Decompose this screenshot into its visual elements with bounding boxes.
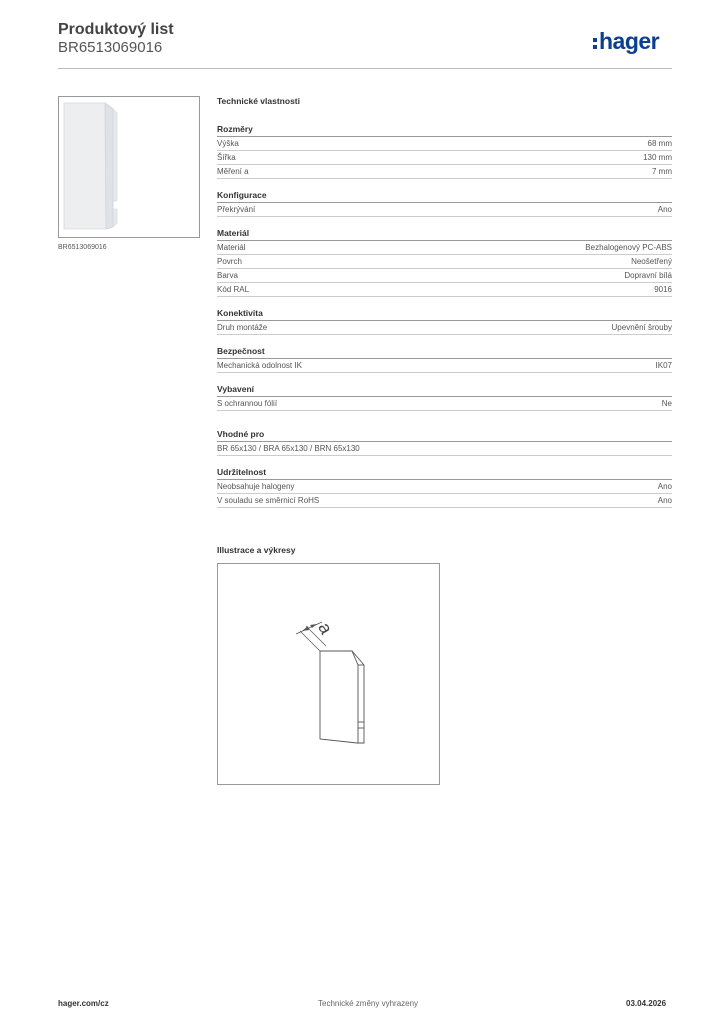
spec-value: Upevnění šrouby — [611, 323, 672, 332]
spec-label: Kód RAL — [217, 285, 250, 294]
spec-value: 9016 — [654, 285, 672, 294]
spec-row — [217, 359, 672, 373]
spec-row — [217, 255, 672, 269]
spec-group-heading: Rozměry — [217, 124, 672, 137]
product-image — [58, 96, 200, 238]
spec-label: Druh montáže — [217, 323, 268, 332]
spec-group-sustainability — [217, 467, 672, 508]
spec-row — [217, 283, 672, 297]
spec-value: Bezhalogenový PC-ABS — [585, 243, 672, 252]
spec-group-connectivity — [217, 308, 672, 335]
spec-group-heading: Udržitelnost — [217, 467, 672, 480]
spec-group-material — [217, 228, 672, 297]
spec-group-heading: Materiál — [217, 228, 672, 241]
hager-logo — [593, 28, 659, 55]
spec-label: Povrch — [217, 257, 242, 266]
technical-specs — [217, 96, 672, 519]
spec-label: Materiál — [217, 243, 246, 252]
end-cap-product-icon — [59, 97, 199, 237]
spec-label: Překrývání — [217, 205, 256, 214]
document-title: Produktový list — [58, 21, 174, 38]
spec-group-equipment — [217, 384, 672, 411]
end-cap-drawing-icon — [218, 564, 439, 784]
spec-row — [217, 480, 672, 494]
spec-group-heading: Vhodné pro — [217, 429, 672, 442]
spec-group-heading: Konfigurace — [217, 190, 672, 203]
dimension-label-a: a — [314, 619, 337, 638]
spec-row — [217, 241, 672, 255]
product-code: BR6513069016 — [58, 39, 163, 56]
spec-row — [217, 321, 672, 335]
spec-group-configuration — [217, 190, 672, 217]
spec-value: Ano — [657, 482, 672, 491]
spec-label: BR 65x130 / BRA 65x130 / BRN 65x130 — [217, 444, 360, 453]
spec-group-dimensions — [217, 124, 672, 179]
spec-label: Výška — [217, 139, 239, 148]
spec-value: Ne — [661, 399, 672, 408]
dimension-drawing — [217, 563, 440, 785]
spec-value: Ano — [657, 205, 672, 214]
spec-group-heading: Bezpečnost — [217, 346, 672, 359]
spec-value: Neošetřený — [631, 257, 672, 266]
footer-notice: Technické změny vyhrazeny — [318, 999, 419, 1008]
illustrations-title: Illustrace a výkresy — [217, 545, 296, 555]
spec-row — [217, 269, 672, 283]
spec-label: Měření a — [217, 167, 249, 176]
spec-row — [217, 442, 672, 456]
footer-website: hager.com/cz — [58, 999, 109, 1008]
spec-group-safety — [217, 346, 672, 373]
spec-value: 68 mm — [647, 139, 672, 148]
product-image-caption: BR6513069016 — [58, 244, 107, 251]
footer-date: 03.04.2026 — [626, 999, 667, 1008]
spec-group-suitable-for — [217, 429, 672, 456]
spec-value: 130 mm — [643, 153, 672, 162]
logo-text: hager — [599, 28, 660, 54]
spec-label: Neobsahuje halogeny — [217, 482, 295, 491]
logo-dots-icon — [593, 36, 598, 50]
spec-label: S ochrannou fólií — [217, 399, 278, 408]
spec-row — [217, 494, 672, 508]
spec-label: Mechanická odolnost IK — [217, 361, 302, 370]
spec-row — [217, 137, 672, 151]
spec-value: Dopravní bílá — [624, 271, 672, 280]
spec-group-heading: Vybavení — [217, 384, 672, 397]
spec-value: Ano — [657, 496, 672, 505]
spec-value: 7 mm — [652, 167, 672, 176]
spec-row — [217, 151, 672, 165]
spec-row — [217, 203, 672, 217]
spec-label: Barva — [217, 271, 238, 280]
spec-label: Šířka — [217, 153, 236, 162]
header-divider — [58, 68, 672, 69]
spec-group-heading: Konektivita — [217, 308, 672, 321]
specs-title: Technické vlastnosti — [217, 96, 300, 106]
spec-label: V souladu se směrnicí RoHS — [217, 496, 320, 505]
spec-row — [217, 397, 672, 411]
spec-row — [217, 165, 672, 179]
spec-value: IK07 — [655, 361, 672, 370]
